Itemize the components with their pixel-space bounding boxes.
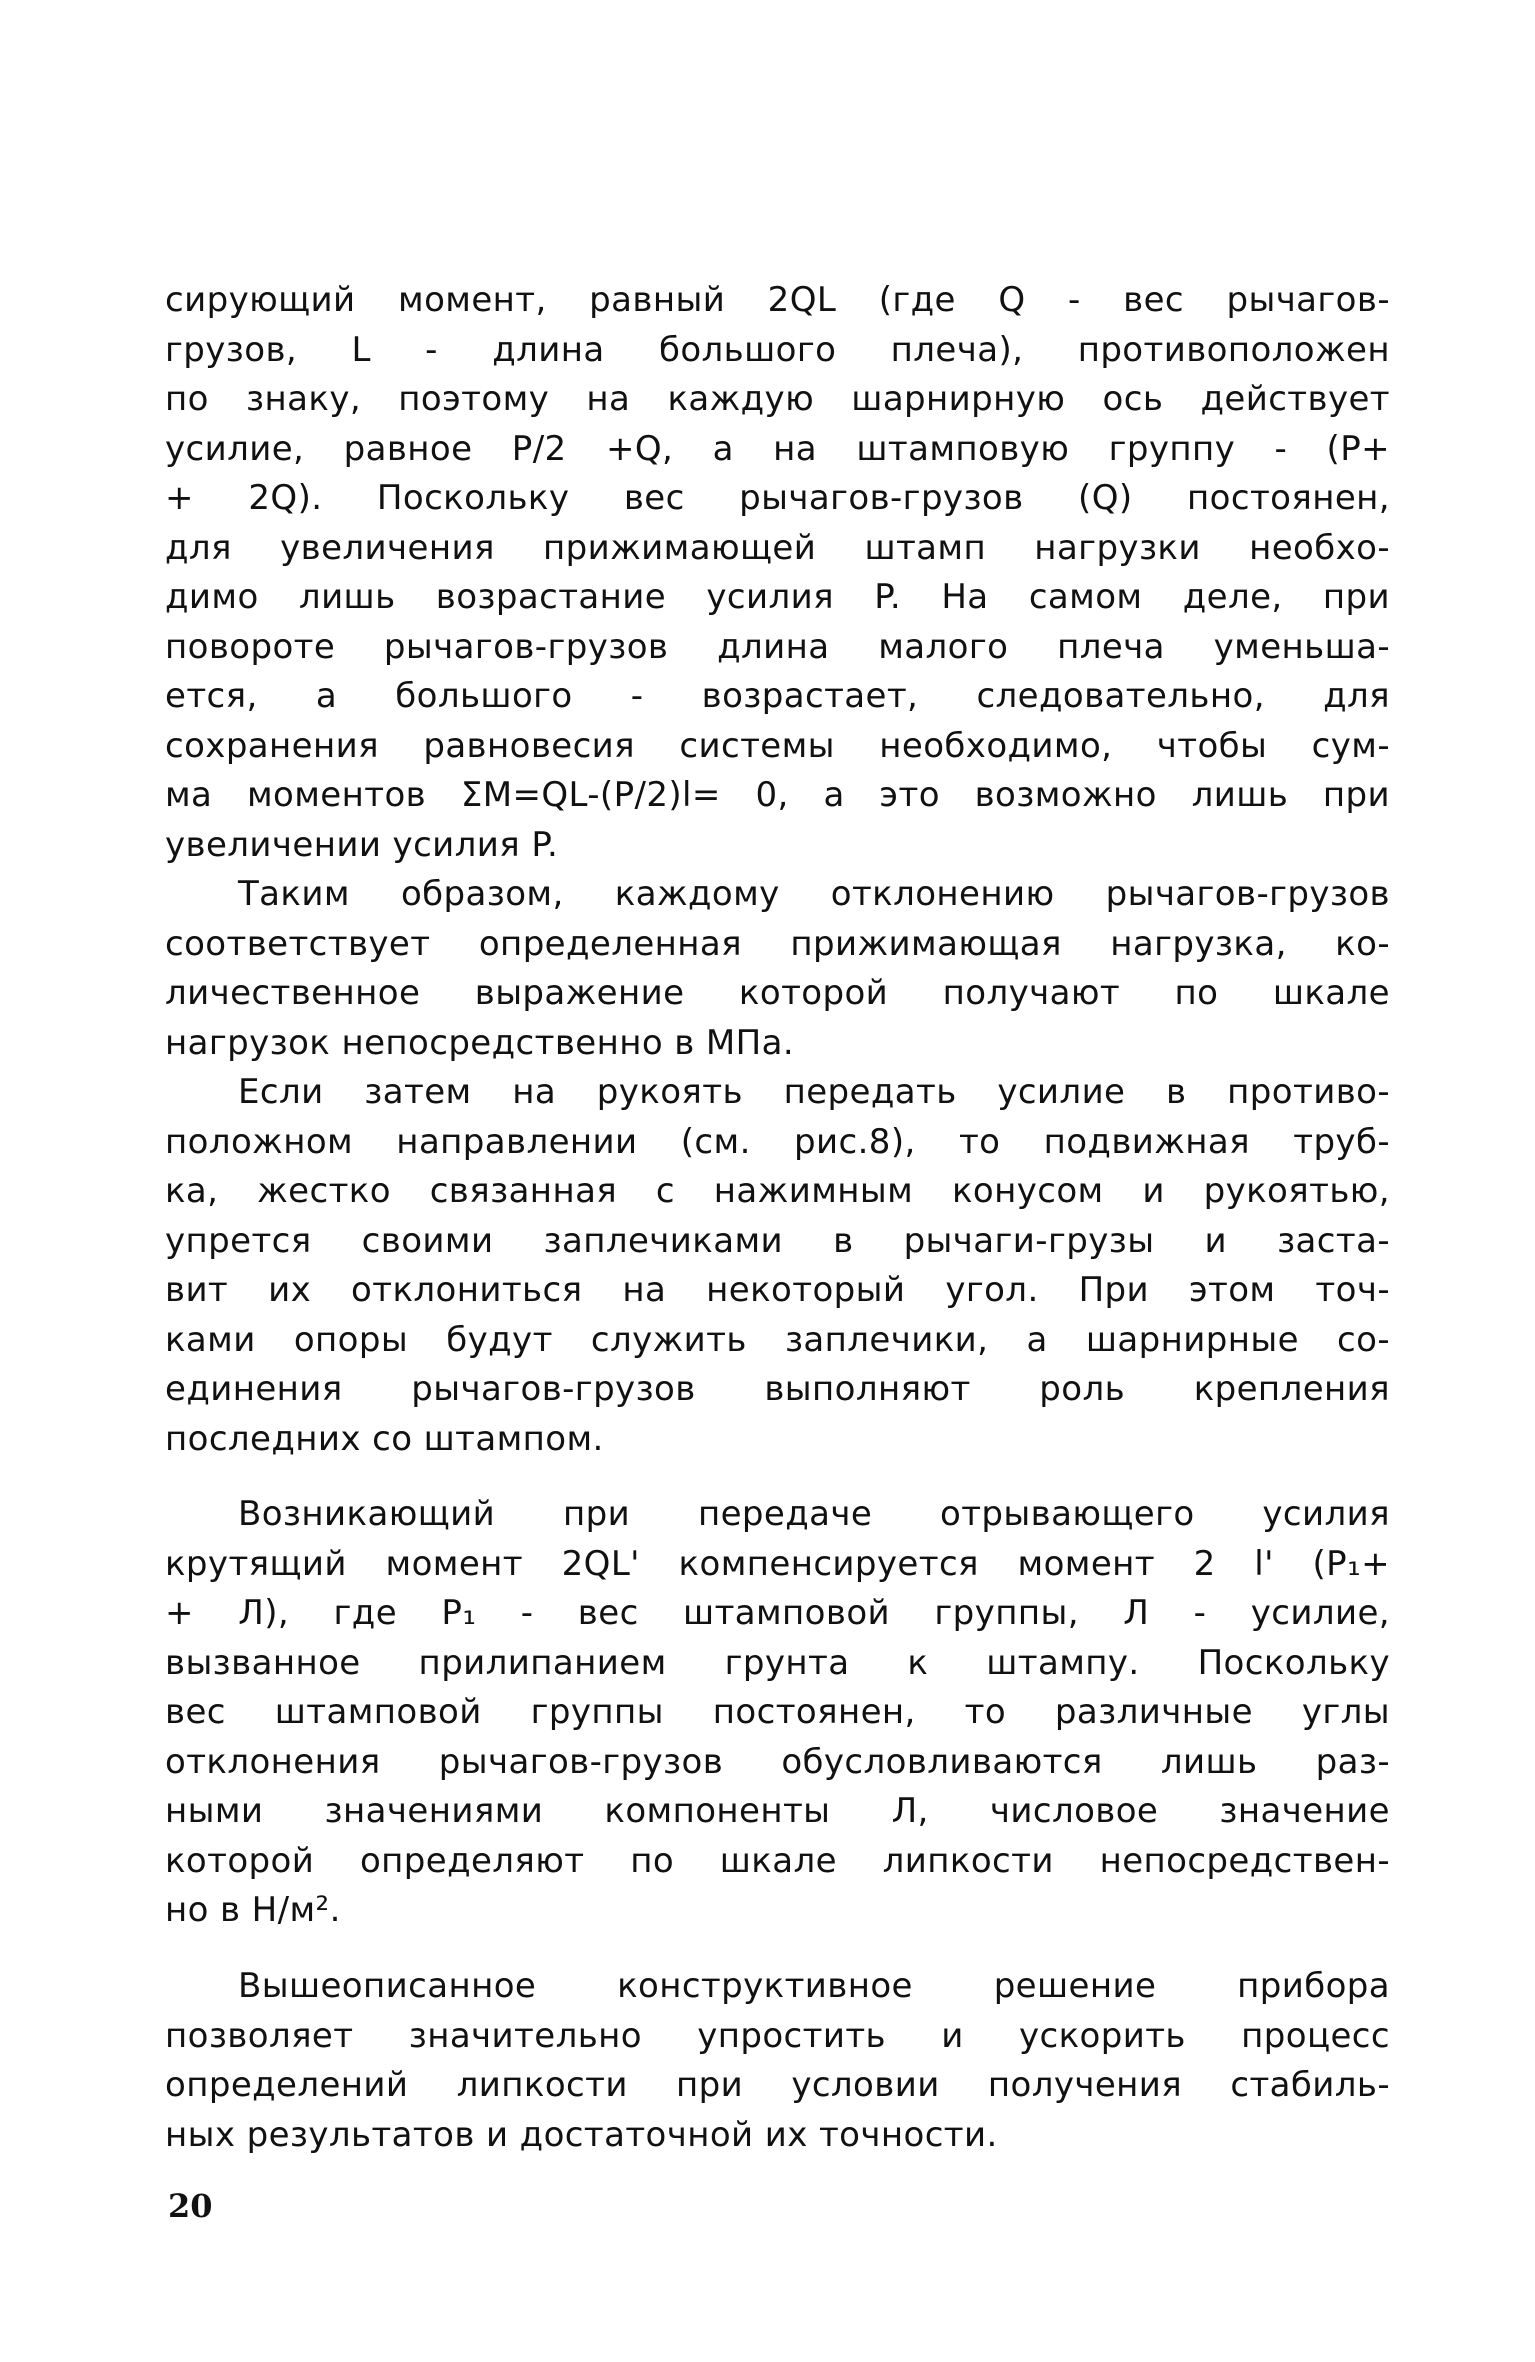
text-line: по знаку, поэтому на каждую шарнирную ось действует [165,379,1390,419]
text-line: повороте рычагов-грузов длина малого плеча уменьша- [165,626,1390,667]
text-line: которой определяют по шкале липкости непосредствен- [165,1840,1390,1881]
paragraph-2 [165,870,1390,1068]
text-line: ется, а большого - возрастает, следовательно, для [165,676,1390,716]
text-line: вес штамповой группы постоянен, то различные углы [165,1692,1390,1732]
text-line: ками опоры будут служить заплечики, а шарнирные со- [165,1319,1390,1360]
paragraph-4 [165,1490,1390,1936]
text-line: сохранения равновесия системы необходимо, чтобы сум- [165,725,1390,766]
text-line: димо лишь возрастание усилия P. На самом деле, при [165,577,1390,617]
text-line: сирующий момент, равный 2QL (где Q - вес рычагов- [165,280,1390,320]
text-line: + 2Q). Поскольку вес рычагов-грузов (Q) постоянен, [165,478,1390,518]
text-line: ных результатов и достаточной их точности. [165,2114,998,2155]
text-line: последних со штампом. [165,1418,604,1459]
text-line: увеличении усилия P. [165,824,559,865]
page-number: 20 [168,2187,213,2225]
text-line: ными значениями компоненты Л, числовое значение [165,1791,1390,1831]
paragraph-1 [165,276,1390,870]
text-line: ка, жестко связанная с нажимным конусом и рукоятью, [165,1171,1390,1211]
text-line: единения рычагов-грузов выполняют роль крепления [165,1369,1390,1409]
text-line: Если затем на рукоять передать усилие в противо- [238,1072,1390,1112]
text-line: ма моментов ΣM=QL-(P/2)l= 0, а это возможно лишь при [165,775,1390,815]
text-line: личественное выражение которой получают по шкале [165,973,1390,1013]
text-line: положном направлении (см. рис.8), то подвижная труб- [165,1121,1390,1162]
paragraph-5 [165,1962,1390,2160]
text-line: нагрузок непосредственно в МПа. [165,1022,795,1063]
text-line: Возникающий при передаче отрывающего усилия [238,1494,1390,1534]
text-line: соответствует определенная прижимающая нагрузка, ко- [165,923,1390,964]
text-line: крутящий момент 2QL' компенсируется момент 2 l' (P₁+ [165,1543,1390,1584]
text-line: определений липкости при условии получения стабиль- [165,2065,1390,2105]
paragraph-3 [165,1068,1390,1464]
text-line: усилие, равное P/2 +Q, а на штамповую группу - (P+ [165,428,1390,469]
text-line: для увеличения прижимающей штамп нагрузки необхо- [165,527,1390,568]
text-line: + Л), где P₁ - вес штамповой группы, Л - усилие, [165,1593,1390,1633]
text-line: но в Н/м². [165,1890,341,1930]
text-line: позволяет значительно упростить и ускорить процесс [165,2015,1390,2056]
text-line: вит их отклониться на некоторый угол. При этом точ- [165,1270,1390,1310]
text-line: вызванное прилипанием грунта к штампу. Поскольку [165,1642,1390,1683]
text-line: упрется своими заплечиками в рычаги-грузы и заста- [165,1220,1390,1261]
text-line: Вышеописанное конструктивное решение прибора [238,1966,1390,2006]
text-line: Таким образом, каждому отклонению рычагов-грузов [238,874,1390,914]
text-line: отклонения рычагов-грузов обусловливаются лишь раз- [165,1741,1390,1782]
text-line: грузов, L - длина большого плеча), противоположен [165,329,1390,370]
